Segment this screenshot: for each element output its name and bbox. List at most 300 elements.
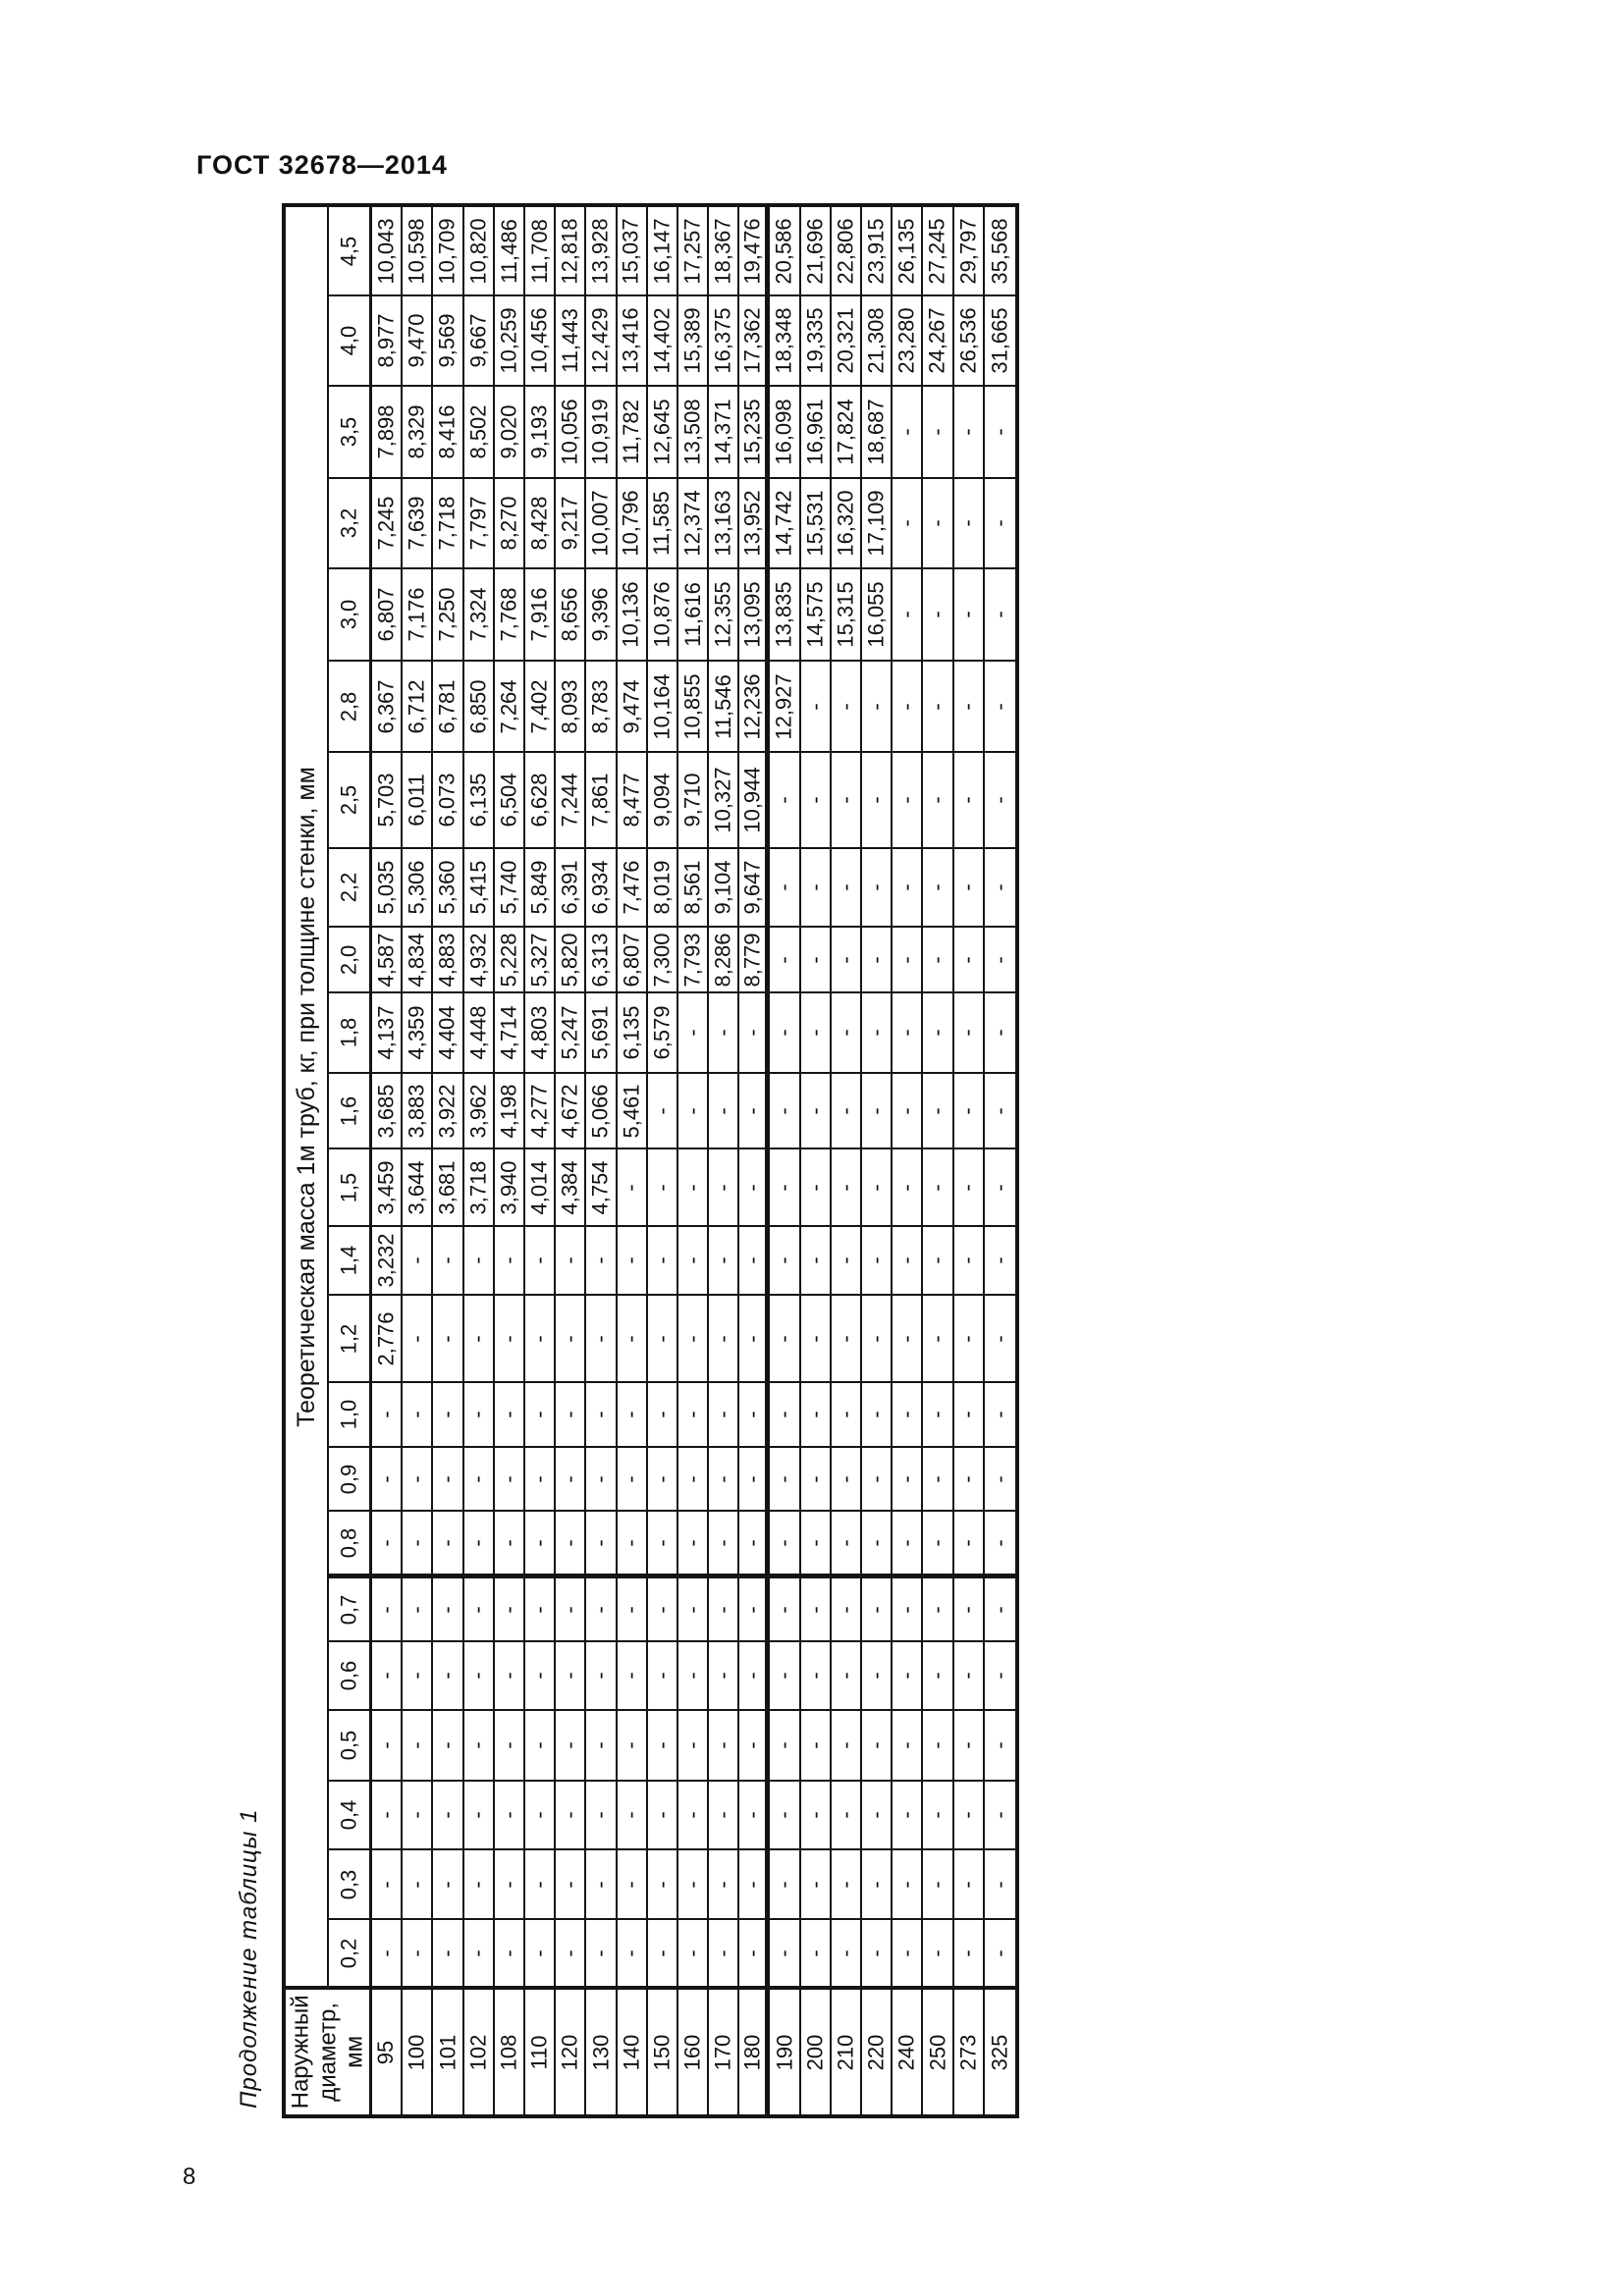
dash: - xyxy=(496,1741,521,1749)
dash: - xyxy=(833,1949,858,1957)
mass-value-cell xyxy=(464,479,495,569)
mass-value-cell xyxy=(464,849,495,928)
dash: - xyxy=(373,1411,399,1418)
diameter-label: 200 xyxy=(802,2034,828,2070)
mass-empty-cell xyxy=(433,1782,463,1850)
dash: - xyxy=(955,702,981,711)
dash: - xyxy=(679,1334,705,1343)
mass-value-cell xyxy=(403,753,433,849)
mass-empty-cell xyxy=(770,753,800,849)
dash: - xyxy=(679,1256,705,1264)
dash: - xyxy=(893,883,919,891)
mass-empty-cell xyxy=(832,1448,862,1512)
mass-value-cell xyxy=(464,1074,495,1149)
mass-empty-cell xyxy=(923,1074,953,1149)
dash: - xyxy=(863,1949,889,1957)
mass-value: 15,531 xyxy=(802,490,828,557)
diameter-label: 325 xyxy=(987,2034,1012,2070)
mass-value-cell xyxy=(586,569,617,662)
mass-empty-cell xyxy=(678,1578,709,1642)
mass-value-cell xyxy=(556,479,586,569)
dash: - xyxy=(833,1334,858,1343)
mass-value-cell xyxy=(862,296,893,387)
mass-value: 6,934 xyxy=(587,860,613,915)
mass-value: 17,109 xyxy=(863,490,889,557)
mass-empty-cell xyxy=(556,1383,586,1448)
mass-empty-cell xyxy=(648,1920,678,1990)
mass-value-cell xyxy=(862,479,893,569)
mass-value: 10,855 xyxy=(679,672,705,740)
dash: - xyxy=(557,1256,582,1264)
mass-empty-cell xyxy=(923,993,953,1074)
mass-value: 14,742 xyxy=(772,490,797,557)
mass-value-cell xyxy=(433,662,463,753)
diameter-label-cell xyxy=(801,1990,832,2114)
dash: - xyxy=(557,1880,582,1889)
dash: - xyxy=(373,1741,399,1749)
mass-empty-cell xyxy=(586,1711,617,1782)
mass-empty-cell xyxy=(923,1383,953,1448)
mass-value-cell xyxy=(862,207,893,296)
mass-value: 4,277 xyxy=(526,1083,552,1139)
mass-empty-cell xyxy=(862,1448,893,1512)
mass-value-cell xyxy=(709,569,739,662)
mass-value: 3,644 xyxy=(404,1159,429,1215)
mass-value-cell xyxy=(832,387,862,479)
mass-empty-cell xyxy=(985,1227,1015,1296)
mass-value-cell xyxy=(525,928,556,993)
mass-value: 7,324 xyxy=(465,587,491,642)
page-number: 8 xyxy=(183,2163,196,2190)
mass-value-cell xyxy=(648,753,678,849)
diameter-label: 95 xyxy=(373,2040,399,2064)
mass-empty-cell xyxy=(403,1782,433,1850)
mass-empty-cell xyxy=(556,1512,586,1578)
diameter-label-cell xyxy=(556,1990,586,2114)
mass-value: 16,375 xyxy=(710,307,735,374)
dash: - xyxy=(710,1411,735,1418)
diameter-label-cell xyxy=(862,1990,893,2114)
dash: - xyxy=(710,1880,735,1889)
outer-diameter-header-line2: диаметр, xyxy=(313,2002,341,2102)
mass-value: 4,198 xyxy=(496,1083,521,1139)
dash: - xyxy=(557,1605,582,1614)
mass-value: 14,575 xyxy=(802,581,828,648)
mass-value: 5,066 xyxy=(587,1083,613,1139)
dash: - xyxy=(924,1741,949,1749)
dash: - xyxy=(739,1605,765,1614)
dash: - xyxy=(987,1334,1012,1343)
mass-empty-cell xyxy=(954,753,985,849)
mass-value: 17,362 xyxy=(739,307,765,374)
dash: - xyxy=(710,1334,735,1343)
dash: - xyxy=(710,1741,735,1749)
dash: - xyxy=(739,1741,765,1749)
thickness-label: 1,2 xyxy=(336,1323,361,1354)
mass-value: 7,245 xyxy=(373,496,399,551)
mass-value-cell xyxy=(678,928,709,993)
diameter-label-cell xyxy=(893,1990,923,2114)
mass-value: 10,056 xyxy=(557,399,582,465)
dash: - xyxy=(710,1106,735,1115)
mass-empty-cell xyxy=(709,1782,739,1850)
mass-empty-cell xyxy=(495,1850,525,1920)
mass-empty-cell xyxy=(893,1512,923,1578)
diameter-label-cell xyxy=(403,1990,433,2114)
mass-empty-cell xyxy=(923,662,953,753)
dash: - xyxy=(987,1106,1012,1115)
mass-value: 8,019 xyxy=(649,860,675,915)
mass-empty-cell xyxy=(893,1920,923,1990)
mass-value: 4,404 xyxy=(434,1005,460,1060)
mass-value: 7,898 xyxy=(373,404,399,459)
dash: - xyxy=(955,1474,981,1483)
diameter-label: 100 xyxy=(404,2034,429,2070)
dash: - xyxy=(587,1256,613,1264)
dash: - xyxy=(802,1538,828,1547)
dash: - xyxy=(496,1949,521,1957)
dash: - xyxy=(924,796,949,804)
dash: - xyxy=(526,1811,552,1819)
mass-empty-cell xyxy=(464,1782,495,1850)
diameter-label: 240 xyxy=(893,2034,919,2070)
mass-empty-cell xyxy=(618,1711,648,1782)
mass-value-cell xyxy=(556,993,586,1074)
mass-value-cell xyxy=(495,849,525,928)
mass-empty-cell xyxy=(862,1642,893,1711)
mass-value: 12,818 xyxy=(557,217,582,285)
mass-value-cell xyxy=(648,662,678,753)
thickness-label-cell xyxy=(329,1578,372,1642)
dash: - xyxy=(833,1183,858,1192)
dash: - xyxy=(833,1741,858,1749)
mass-empty-cell xyxy=(495,1512,525,1578)
mass-value-cell xyxy=(525,753,556,849)
mass-value-cell xyxy=(372,753,403,849)
dash: - xyxy=(987,1949,1012,1957)
dash: - xyxy=(924,1334,949,1343)
dash: - xyxy=(802,1605,828,1614)
mass-empty-cell xyxy=(556,1227,586,1296)
mass-value: 13,952 xyxy=(739,490,765,557)
mass-empty-cell xyxy=(893,662,923,753)
mass-empty-cell xyxy=(586,1642,617,1711)
dash: - xyxy=(373,1538,399,1547)
dash: - xyxy=(404,1411,429,1418)
mass-value: 18,687 xyxy=(863,399,889,465)
dash: - xyxy=(772,955,797,964)
mass-value: 14,371 xyxy=(710,399,735,465)
dash: - xyxy=(863,1474,889,1483)
dash: - xyxy=(496,1474,521,1483)
mass-empty-cell xyxy=(678,1920,709,1990)
mass-value-cell xyxy=(495,753,525,849)
mass-empty-cell xyxy=(372,1578,403,1642)
mass-empty-cell xyxy=(770,1782,800,1850)
mass-value-cell xyxy=(862,387,893,479)
mass-empty-cell xyxy=(770,1074,800,1149)
mass-empty-cell xyxy=(832,1149,862,1227)
mass-empty-cell xyxy=(464,1711,495,1782)
mass-empty-cell xyxy=(985,753,1015,849)
mass-value-cell xyxy=(954,207,985,296)
mass-empty-cell xyxy=(709,1149,739,1227)
mass-value-cell xyxy=(495,1074,525,1149)
mass-value-cell xyxy=(648,387,678,479)
mass-empty-cell xyxy=(985,387,1015,479)
mass-value-cell xyxy=(739,296,770,387)
dash: - xyxy=(893,1334,919,1343)
mass-value-cell xyxy=(739,207,770,296)
mass-value-cell xyxy=(464,1149,495,1227)
mass-empty-cell xyxy=(372,1383,403,1448)
mass-empty-cell xyxy=(618,1578,648,1642)
mass-empty-cell xyxy=(770,1448,800,1512)
dash: - xyxy=(802,1334,828,1343)
mass-empty-cell xyxy=(923,569,953,662)
mass-value: 5,035 xyxy=(373,860,399,915)
mass-value-cell xyxy=(433,296,463,387)
thickness-label-cell xyxy=(329,993,372,1074)
mass-value: 9,569 xyxy=(434,313,460,368)
mass-value: 10,456 xyxy=(526,307,552,374)
dash: - xyxy=(987,1672,1012,1680)
dash: - xyxy=(802,1256,828,1264)
dash: - xyxy=(557,1741,582,1749)
dash: - xyxy=(404,1474,429,1483)
thickness-label: 3,0 xyxy=(336,599,361,630)
mass-empty-cell xyxy=(923,1920,953,1990)
mass-empty-cell xyxy=(678,1383,709,1448)
thickness-label-cell xyxy=(329,849,372,928)
mass-empty-cell xyxy=(893,1448,923,1512)
mass-empty-cell xyxy=(985,849,1015,928)
mass-value-cell xyxy=(403,207,433,296)
mass-value: 7,797 xyxy=(465,496,491,551)
dash: - xyxy=(833,1672,858,1680)
mass-value: 7,244 xyxy=(557,773,582,828)
dash: - xyxy=(802,955,828,964)
mass-empty-cell xyxy=(954,1642,985,1711)
diameter-label: 210 xyxy=(833,2034,858,2070)
dash: - xyxy=(434,1256,460,1264)
mass-value-cell xyxy=(709,207,739,296)
dash: - xyxy=(434,1672,460,1680)
outer-diameter-header-text xyxy=(287,1996,368,2109)
dash: - xyxy=(924,1538,949,1547)
mass-empty-cell xyxy=(862,1074,893,1149)
mass-value-cell xyxy=(586,207,617,296)
mass-value-cell xyxy=(433,1074,463,1149)
dash: - xyxy=(619,1256,644,1264)
mass-empty-cell xyxy=(403,1448,433,1512)
mass-value: 11,708 xyxy=(526,218,552,284)
mass-empty-cell xyxy=(832,1920,862,1990)
dash: - xyxy=(772,883,797,891)
dash: - xyxy=(833,796,858,804)
dash: - xyxy=(863,1334,889,1343)
mass-value-cell xyxy=(678,569,709,662)
mass-value-cell xyxy=(403,296,433,387)
dash: - xyxy=(373,1672,399,1680)
dash: - xyxy=(987,1811,1012,1819)
dash: - xyxy=(739,1183,765,1192)
mass-value: 8,286 xyxy=(710,932,735,988)
dash: - xyxy=(434,1880,460,1889)
mass-empty-cell xyxy=(556,1642,586,1711)
dash: - xyxy=(772,1605,797,1614)
dash: - xyxy=(955,796,981,804)
mass-empty-cell xyxy=(464,1578,495,1642)
dash: - xyxy=(987,519,1012,527)
dash: - xyxy=(710,1949,735,1957)
mass-value: 3,718 xyxy=(465,1159,491,1215)
dash: - xyxy=(739,1949,765,1957)
mass-empty-cell xyxy=(495,1642,525,1711)
mass-empty-cell xyxy=(372,1850,403,1920)
mass-empty-cell xyxy=(923,1711,953,1782)
mass-value-cell xyxy=(525,296,556,387)
mass-value: 12,927 xyxy=(772,672,797,740)
mass-value: 9,474 xyxy=(619,678,644,734)
dash: - xyxy=(833,702,858,711)
dash: - xyxy=(526,1256,552,1264)
dash: - xyxy=(373,1605,399,1614)
mass-value: 8,416 xyxy=(434,404,460,459)
mass-empty-cell xyxy=(709,1578,739,1642)
mass-empty-cell xyxy=(954,1383,985,1448)
mass-value-cell xyxy=(678,753,709,849)
mass-value: 9,396 xyxy=(587,587,613,642)
dash: - xyxy=(893,1411,919,1418)
diameter-label-cell xyxy=(648,1990,678,2114)
thickness-label: 2,5 xyxy=(336,784,361,816)
mass-value-cell xyxy=(648,928,678,993)
diameter-label-cell xyxy=(678,1990,709,2114)
mass-value-cell xyxy=(618,849,648,928)
dash: - xyxy=(710,1183,735,1192)
mass-empty-cell xyxy=(954,928,985,993)
dash: - xyxy=(404,1256,429,1264)
dash: - xyxy=(772,796,797,804)
mass-value: 4,932 xyxy=(465,932,491,988)
dash: - xyxy=(526,1949,552,1957)
dash: - xyxy=(924,1672,949,1680)
dash: - xyxy=(772,1256,797,1264)
mass-value: 7,300 xyxy=(649,932,675,988)
thickness-label: 4,5 xyxy=(336,236,361,266)
mass-value: 6,807 xyxy=(619,932,644,988)
mass-empty-cell xyxy=(648,1850,678,1920)
mass-value-cell xyxy=(618,207,648,296)
mass-value: 10,919 xyxy=(587,399,613,465)
mass-value-cell xyxy=(433,479,463,569)
thickness-label: 0,4 xyxy=(336,1799,361,1831)
mass-value: 6,807 xyxy=(373,587,399,642)
mass-empty-cell xyxy=(893,993,923,1074)
mass-value-cell xyxy=(556,1149,586,1227)
mass-value: 16,098 xyxy=(772,399,797,465)
mass-value: 31,665 xyxy=(987,307,1012,374)
thickness-label-cell xyxy=(329,1383,372,1448)
mass-empty-cell xyxy=(464,1512,495,1578)
mass-value: 7,861 xyxy=(587,773,613,828)
dash: - xyxy=(893,1605,919,1614)
mass-value-cell xyxy=(525,849,556,928)
mass-value-cell xyxy=(862,569,893,662)
mass-empty-cell xyxy=(923,1512,953,1578)
diameter-label-cell xyxy=(954,1990,985,2114)
mass-value: 16,961 xyxy=(802,399,828,465)
mass-empty-cell xyxy=(893,387,923,479)
mass-empty-cell xyxy=(495,1227,525,1296)
mass-value: 9,710 xyxy=(679,773,705,828)
dash: - xyxy=(802,1183,828,1192)
mass-empty-cell xyxy=(862,753,893,849)
mass-value-cell xyxy=(893,207,923,296)
mass-empty-cell xyxy=(464,1642,495,1711)
dash: - xyxy=(649,1880,675,1889)
mass-value: 9,667 xyxy=(465,313,491,368)
dash: - xyxy=(863,1411,889,1418)
mass-value: 8,329 xyxy=(404,404,429,459)
mass-value: 8,477 xyxy=(619,773,644,828)
dash: - xyxy=(587,1538,613,1547)
dash: - xyxy=(404,1538,429,1547)
mass-value: 6,628 xyxy=(526,773,552,828)
mass-empty-cell xyxy=(893,928,923,993)
mass-empty-cell xyxy=(770,928,800,993)
outer-diameter-header-cell xyxy=(286,1990,372,2114)
mass-value: 15,389 xyxy=(679,307,705,374)
mass-value: 6,712 xyxy=(404,678,429,734)
dash: - xyxy=(924,428,949,436)
mass-empty-cell xyxy=(832,1074,862,1149)
mass-empty-cell xyxy=(739,1448,770,1512)
dash: - xyxy=(772,1538,797,1547)
mass-empty-cell xyxy=(586,1578,617,1642)
thickness-label: 4,0 xyxy=(336,325,361,356)
mass-value-cell xyxy=(495,1149,525,1227)
dash: - xyxy=(619,1811,644,1819)
mass-empty-cell xyxy=(372,1448,403,1512)
mass-value: 4,803 xyxy=(526,1005,552,1060)
mass-empty-cell xyxy=(403,1711,433,1782)
dash: - xyxy=(496,1605,521,1614)
mass-value-cell xyxy=(556,207,586,296)
dash: - xyxy=(802,1880,828,1889)
thickness-label: 0,3 xyxy=(336,1869,361,1899)
thickness-label-cell xyxy=(329,387,372,479)
dash: - xyxy=(833,1029,858,1037)
mass-value-cell xyxy=(586,387,617,479)
dash: - xyxy=(619,1949,644,1957)
mass-empty-cell xyxy=(770,1512,800,1578)
diameter-label: 108 xyxy=(496,2034,521,2070)
dash: - xyxy=(863,1538,889,1547)
diameter-label: 273 xyxy=(955,2034,981,2070)
mass-empty-cell xyxy=(464,1448,495,1512)
dash: - xyxy=(924,1106,949,1115)
mass-value: 8,561 xyxy=(679,860,705,915)
dash: - xyxy=(893,519,919,527)
mass-empty-cell xyxy=(403,1512,433,1578)
mass-value-cell xyxy=(678,296,709,387)
mass-value-cell xyxy=(495,207,525,296)
mass-empty-cell xyxy=(678,993,709,1074)
mass-value-cell xyxy=(403,662,433,753)
dash: - xyxy=(587,1605,613,1614)
